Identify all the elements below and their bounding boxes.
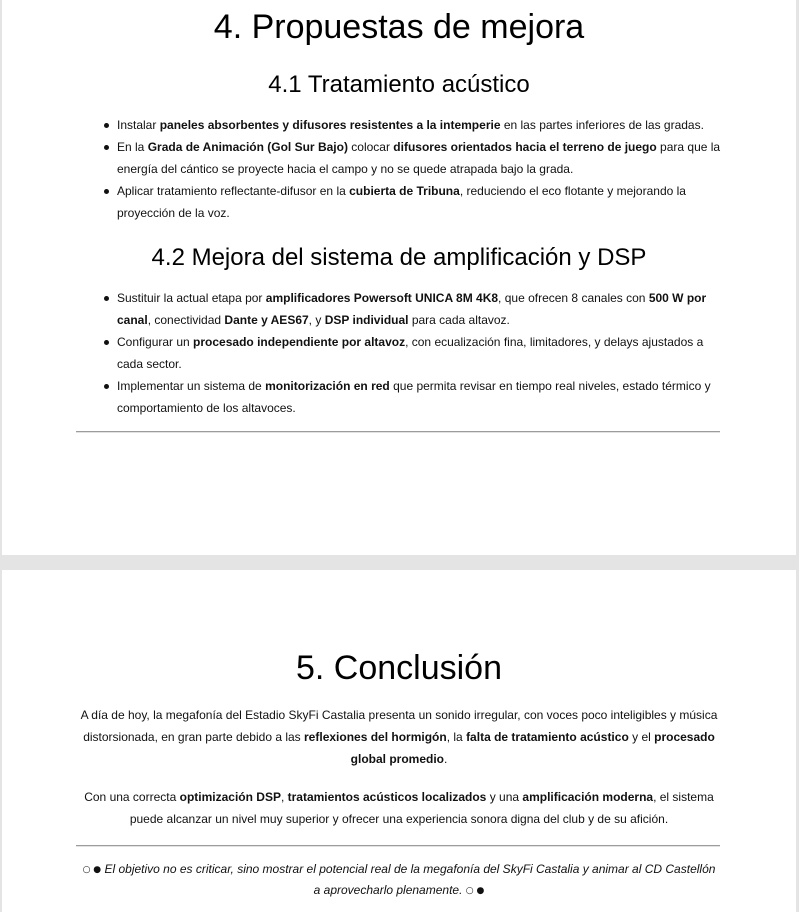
- bullet-icon: [104, 296, 109, 301]
- list-item: [117, 287, 737, 331]
- conclusion-paragraph-1: [2, 704, 796, 770]
- text-run: para cada altavoz.: [408, 313, 510, 327]
- bold-text: optimización DSP: [179, 790, 281, 804]
- text-run: Sustituir la actual etapa por: [117, 291, 266, 305]
- bullet-icon: [104, 123, 109, 128]
- text-run: Con una correcta: [84, 790, 180, 804]
- text-run: colocar: [347, 140, 394, 154]
- text-run: a aprovecharlo plenamente.: [313, 883, 466, 897]
- text-run: Implementar un sistema de: [117, 379, 266, 393]
- list-item: [117, 375, 737, 419]
- text-run: para que la: [656, 140, 721, 154]
- bold-text: paneles absorbentes y difusores resistentes a la intemperie: [159, 118, 501, 132]
- bullet-icon: [104, 384, 109, 389]
- subsection-heading-amplificacion: 4.2 Mejora del sistema de amplificación y DSP: [151, 244, 647, 271]
- document-page-1: [2, 0, 796, 555]
- text-run: proyección de la voz.: [117, 206, 230, 220]
- circle-symbols-icon: ○ ●: [82, 865, 102, 875]
- list-item: [117, 114, 737, 136]
- bullet-icon: [104, 145, 109, 150]
- text-line: [2, 808, 796, 830]
- bold-text: procesado: [654, 730, 715, 744]
- bold-text: amplificación moderna: [522, 790, 654, 804]
- text-run: , el sistema: [653, 790, 714, 804]
- text-run: energía del cántico se proyecte hacia el campo y no se quede atrapada bajo la grada.: [117, 162, 574, 176]
- text-run: en las partes inferiores de las gradas.: [500, 118, 704, 132]
- bullet-icon: [104, 189, 109, 194]
- bold-text: reflexiones del hormigón: [304, 730, 447, 744]
- text-run: ,: [280, 790, 288, 804]
- text-run: y una: [486, 790, 523, 804]
- text-line: [2, 726, 796, 748]
- text-run: Instalar: [117, 118, 160, 132]
- horizontal-divider: [76, 431, 720, 433]
- text-run: Configurar un: [117, 335, 194, 349]
- text-line: [117, 331, 737, 353]
- text-run: .: [444, 752, 448, 766]
- text-line: [2, 748, 796, 770]
- text-line: [117, 114, 737, 136]
- section-heading-propuestas: 4. Propuestas de mejora: [213, 8, 585, 46]
- bullet-list-tratamiento: [117, 114, 737, 224]
- list-item: [117, 331, 737, 375]
- text-run: , con ecualización fina, limitadores, y delays ajustados a: [405, 335, 704, 349]
- text-line: [117, 353, 737, 375]
- text-run: que permita revisar en tiempo real niveles, estado térmico y: [389, 379, 711, 393]
- bullet-list-amplificacion: [117, 287, 737, 419]
- text-line: [117, 136, 737, 158]
- bold-text: 500 W por: [648, 291, 707, 305]
- text-line: [117, 375, 737, 397]
- text-run: y el: [628, 730, 655, 744]
- bold-text: monitorización en red: [265, 379, 390, 393]
- bold-text: difusores orientados hacia el terreno de juego: [393, 140, 657, 154]
- bold-text: tratamientos acústicos localizados: [287, 790, 487, 804]
- list-item: [117, 136, 737, 180]
- bold-text: Grada de Animación (Gol Sur Bajo): [147, 140, 348, 154]
- conclusion-paragraph-2: [2, 786, 796, 830]
- subsection-heading-tratamiento: 4.1 Tratamiento acústico: [268, 71, 530, 98]
- text-run: Aplicar tratamiento reflectante-difusor en la: [117, 184, 350, 198]
- text-line: [117, 309, 737, 331]
- horizontal-divider: [76, 845, 720, 847]
- bold-text: falta de tratamiento acústico: [466, 730, 629, 744]
- text-line: [2, 880, 796, 901]
- text-run: El objetivo no es criticar, sino mostrar el potencial real de la megafonía del SkyFi Castalia y animar al CD Castellón: [101, 862, 716, 876]
- text-run: , y: [308, 313, 325, 327]
- text-line: [2, 859, 796, 880]
- text-line: [117, 158, 737, 180]
- text-run: comportamiento de los altavoces.: [117, 401, 296, 415]
- text-run: A día de hoy, la megafonía del Estadio SkyFi Castalia presenta un sonido irregular, con voces poco inteligibles y música: [80, 708, 718, 722]
- closing-note: [2, 859, 796, 901]
- bold-text: cubierta de Tribuna: [349, 184, 460, 198]
- bold-text: canal: [117, 313, 148, 327]
- bold-text: amplificadores Powersoft UNICA 8M 4K8: [265, 291, 499, 305]
- text-run: , que ofrecen 8 canales con: [498, 291, 649, 305]
- text-run: , conectividad: [147, 313, 225, 327]
- text-line: [117, 287, 737, 309]
- text-run: puede alcanzar un nivel muy superior y ofrecer una experiencia sonora digna del club y de su afición.: [129, 812, 669, 826]
- bold-text: DSP individual: [324, 313, 409, 327]
- text-line: [117, 180, 737, 202]
- list-item: [117, 180, 737, 224]
- section-heading-conclusion: 5. Conclusión: [295, 649, 502, 687]
- text-run: cada sector.: [117, 357, 182, 371]
- text-line: [117, 202, 737, 224]
- text-line: [2, 704, 796, 726]
- text-run: , la: [446, 730, 467, 744]
- bold-text: Dante y AES67: [224, 313, 309, 327]
- text-line: [117, 397, 737, 419]
- document-page-2: [2, 570, 796, 912]
- text-run: distorsionada, en gran parte debido a las: [83, 730, 305, 744]
- circle-symbols-icon: ○ ●: [465, 886, 485, 896]
- text-run: En la: [117, 140, 148, 154]
- bold-text: procesado independiente por altavoz: [193, 335, 406, 349]
- bold-text: global promedio: [350, 752, 444, 766]
- text-line: [2, 786, 796, 808]
- bullet-icon: [104, 340, 109, 345]
- text-run: , reduciendo el eco flotante y mejorando la: [459, 184, 686, 198]
